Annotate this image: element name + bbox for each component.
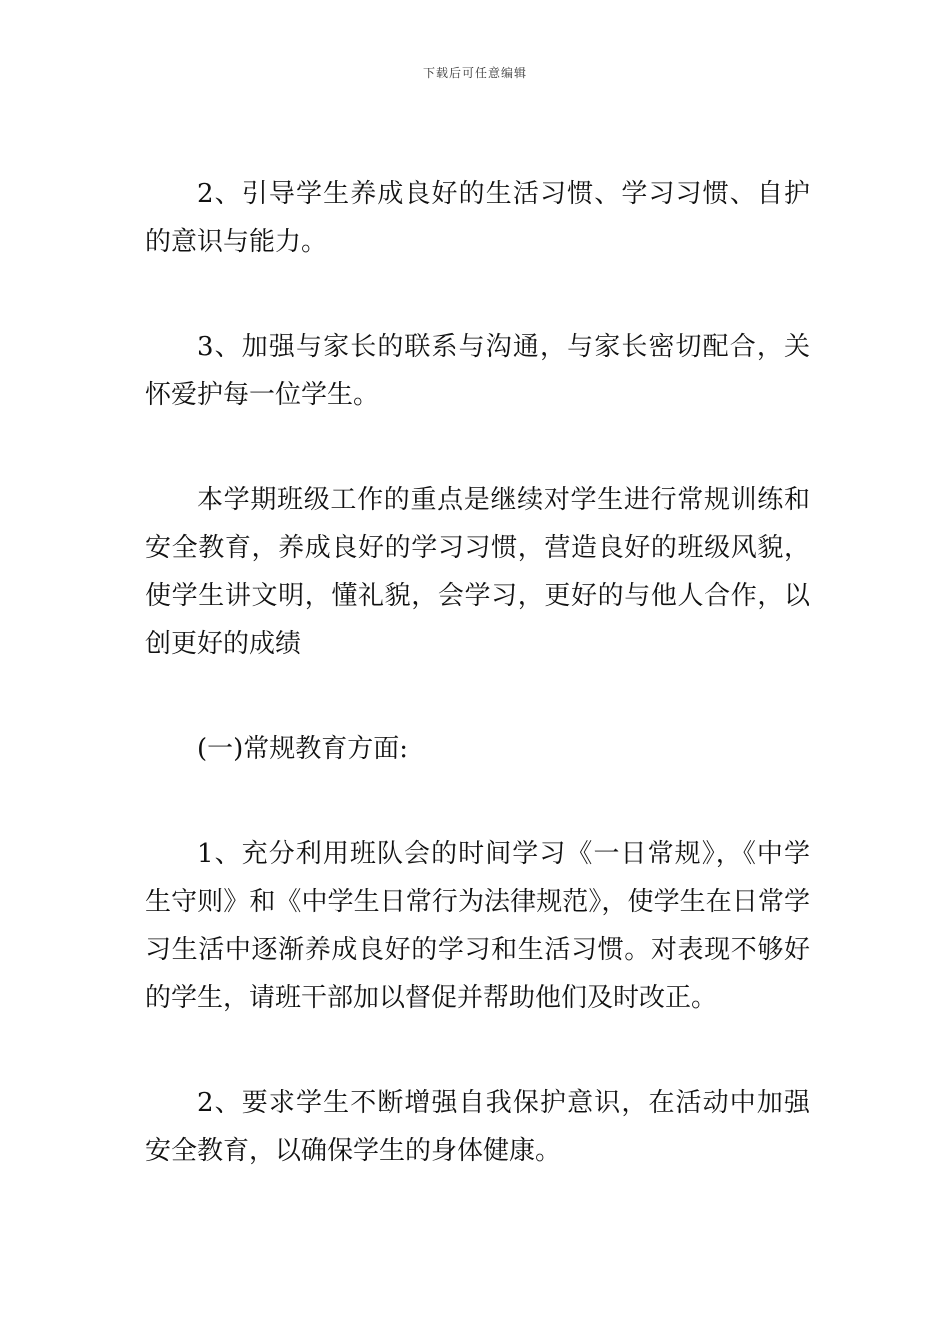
page-header-note: 下载后可任意编辑 [422, 66, 527, 80]
paragraph-semester-focus: 本学期班级工作的重点是继续对学生进行常规训练和安全教育，养成良好的学习习惯，营造良好的班级风貌，使学生讲文明，懂礼貌，会学习，更好的与他人合作，以创更好的成绩 [145, 485, 810, 659]
paragraph-class-meetings: 1、充分利用班队会的时间学习《一日常规》，《中学生守则》和《中学生日常行为法律规范》，使学生在日常学习生活中逐渐养成良好的学习和生活习惯。对表现不够好的学生，请班干部加以督促并帮助他们及时改正。 [145, 839, 810, 1013]
document-body [145, 170, 810, 1232]
paragraph-self-protection: 2、要求学生不断增强自我保护意识，在活动中加强安全教育，以确保学生的身体健康。 [145, 1088, 810, 1166]
section-heading-routine-education: (一)常规教育方面: [197, 734, 409, 764]
paragraph-habits: 2、引导学生养成良好的生活习惯、学习习惯、自护的意识与能力。 [145, 179, 810, 257]
paragraph-parents: 3、加强与家长的联系与沟通，与家长密切配合，关怀爱护每一位学生。 [145, 332, 810, 410]
